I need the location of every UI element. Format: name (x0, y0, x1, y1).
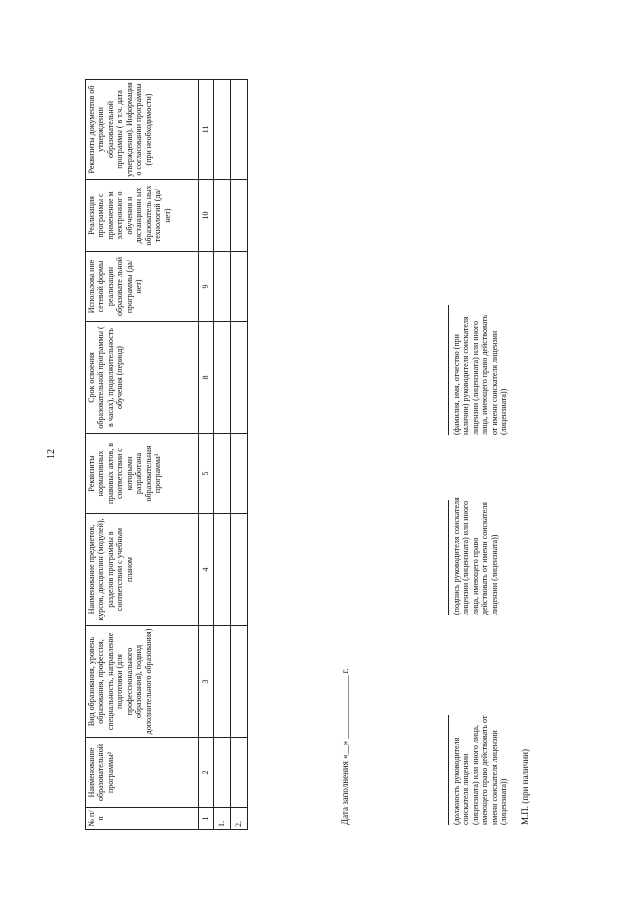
programs-table (85, 79, 248, 830)
table-header-row (86, 80, 199, 830)
column-number: 11 (199, 80, 214, 180)
document-sheet (40, 40, 625, 865)
table-cell (214, 322, 231, 434)
column-number: 9 (199, 252, 214, 322)
table-cell: 2. (231, 808, 248, 830)
header-cell: Наименование образовательной программы² (86, 738, 199, 808)
column-number: 3 (199, 626, 214, 738)
table-cell (231, 322, 248, 434)
column-number: 5 (199, 434, 214, 514)
table-cell (231, 434, 248, 514)
table-cell (214, 738, 231, 808)
fill-date: Дата заполнения «__» ______________ г. (340, 668, 350, 825)
column-number: 4 (199, 514, 214, 626)
table-cell (214, 626, 231, 738)
seal-note: М.П. (при наличии) (520, 749, 530, 825)
header-cell: Реквизиты документов об утверждении образовательной программы ( в т.ч. дата утверждения). Информация о согласовании программы (при необходимости) (86, 80, 199, 180)
header-cell: Реализация программы с применение м электронног о обучения и дистанционн ых образователь ных технологий (да/нет) (86, 180, 199, 252)
position-line (448, 715, 449, 825)
header-cell: № п/п (86, 808, 199, 830)
header-cell: Использова ние сетевой формы реализации образовате льной программы (да/нет) (86, 252, 199, 322)
table-cell (214, 434, 231, 514)
signature-caption: (подпись руководителя соискателя лицензии (лицензиата) или иного лица, имеющего право действовать от имени соискателя лицензии (лицензиата)) (452, 497, 499, 615)
signature-line (448, 500, 449, 615)
header-cell: Наименование предметов, курсов, дисциплин (модулей), разделов программы в соответствии с учебным планом (86, 514, 199, 626)
column-number: 2 (199, 738, 214, 808)
column-number: 8 (199, 322, 214, 434)
table-cell (214, 180, 231, 252)
table-cell (231, 180, 248, 252)
table-cell (231, 252, 248, 322)
table-cell (214, 252, 231, 322)
column-number: 1 (199, 808, 214, 830)
header-cell: Вид образования, уровень образования, профессия, специальность, направление подготовки (для профессионального образования), подвид дополнительного образования) (86, 626, 199, 738)
name-line (448, 305, 449, 435)
table-cell (214, 514, 231, 626)
table-cell (231, 80, 248, 180)
table-row (214, 80, 231, 830)
table-cell (214, 80, 231, 180)
table-cell (231, 514, 248, 626)
header-cell: Срок освоения образовательной программы ( в часах), продолжительность обучения (период) (86, 322, 199, 434)
name-caption: (фамилия, имя, отчество (при наличии) руководителя соискателя лицензии (лицензиата) или иного лица, имеющего право действовать от имени соискателя лицензии (лицензиата)) (452, 314, 509, 435)
header-cell: Реквизиты нормативных правовых актов, в соответствии с которыми разработана образовательная программа³ (86, 434, 199, 514)
table-row (231, 80, 248, 830)
table-cell (231, 738, 248, 808)
page-number: 12 (46, 449, 57, 459)
table-cell: 1. (214, 808, 231, 830)
table-number-row (199, 80, 214, 830)
position-caption: (должность руководителя соискателя лицензии (лицензиата) или иного лица, имеющего право действовать от имени соискателя лицензии (лицензиата)) (452, 715, 509, 825)
table-cell (231, 626, 248, 738)
column-number: 10 (199, 180, 214, 252)
